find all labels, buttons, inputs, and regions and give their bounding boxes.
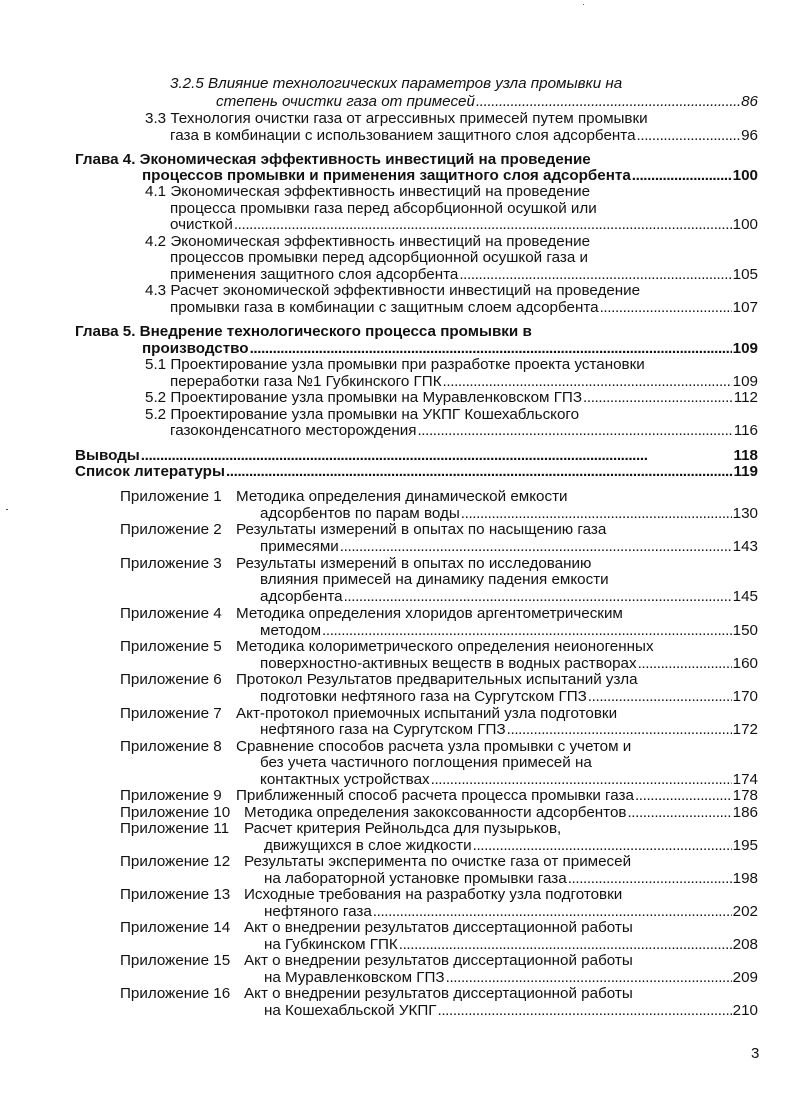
appendix-13-line1: Приложение 13 Исходные требования на разработку узла подготовки — [120, 886, 623, 903]
appendix-12-line1: Приложение 12 Результаты эксперимента по очистке газа от примесей — [120, 853, 632, 870]
leader-dots — [632, 167, 732, 184]
leader-dots — [473, 837, 732, 854]
leader-dots — [635, 787, 732, 804]
leader-dots — [322, 622, 732, 639]
page-ref: 105 — [732, 266, 758, 283]
page-ref: 195 — [732, 837, 758, 854]
appendix-14-line1: Приложение 14 Акт о внедрении результатов диссертационной работы — [120, 919, 633, 936]
page-ref: 150 — [732, 622, 758, 639]
leader-dots — [600, 299, 732, 316]
page-ref: 119 — [733, 463, 758, 480]
appendix-15-line1: Приложение 15 Акт о внедрении результатов диссертационной работы — [120, 952, 633, 969]
appendix-6-line1: Приложение 6 Протокол Результатов предварительных испытаний узла — [120, 671, 638, 688]
page-ref: 116 — [733, 422, 758, 439]
appendix-4[interactable]: методом . . . 150 — [260, 622, 758, 639]
page-ref: 145 — [732, 588, 758, 605]
page-ref: 118 — [733, 447, 758, 464]
page-ref: 109 — [732, 373, 758, 390]
leader-dots — [446, 969, 732, 986]
toc-chapter-4-line1: Глава 4. Экономическая эффективность инвестиций на проведение — [75, 151, 591, 168]
page-ref: 109 — [732, 340, 758, 357]
page-ref: 174 — [732, 771, 758, 788]
appendix-7[interactable]: нефтяного газа на Сургутском ГПЗ . . . 172 — [260, 721, 758, 738]
page-ref: 186 — [732, 804, 758, 821]
leader-dots — [226, 463, 733, 480]
page-number: 3 — [751, 1045, 760, 1062]
page-ref: 143 — [732, 538, 758, 555]
leader-dots — [443, 373, 732, 390]
page-ref: 96 — [741, 127, 758, 144]
toc-entry-5-2-koshekhabl-line1: 5.2 Проектирование узла промывки на УКПГ Кошехабльского — [145, 406, 580, 423]
appendix-2[interactable]: примесями . . . 143 — [260, 538, 758, 555]
page-ref: 100 — [732, 167, 758, 184]
leader-dots — [568, 870, 732, 887]
page-ref: 100 — [732, 216, 758, 233]
toc-entry-4-1[interactable]: очисткой . . . 100 — [170, 216, 758, 233]
appendix-3-line1: Приложение 3 Результаты измерений в опытах по исследованию — [120, 555, 592, 572]
toc-entry-4-2[interactable]: применения защитного слоя адсорбента . . . 105 — [170, 266, 758, 283]
toc-entry-4-2-line1: 4.2 Экономическая эффективность инвестиций на проведение — [145, 233, 591, 250]
appendix-13[interactable]: нефтяного газа . . . 202 — [264, 903, 758, 920]
appendix-14[interactable]: на Губкинском ГПК . . . 208 — [264, 936, 758, 953]
appendix-1-line1: Приложение 1 Методика определения динамической емкости — [120, 488, 568, 505]
toc-entry-5-2-muravlenko[interactable]: 5.2 Проектирование узла промывки на Муравленковском ГПЗ . . . 112 — [145, 389, 758, 406]
page-ref: 107 — [732, 299, 758, 316]
appendix-10[interactable]: Приложение 10 Методика определения закоксованности адсорбентов . . . 186 — [120, 804, 758, 821]
appendix-12[interactable]: на лабораторной установке промывки газа . . . 198 — [264, 870, 758, 887]
appendix-9[interactable]: Приложение 9 Приближенный способ расчета процесса промывки газа . . . 178 — [120, 787, 758, 804]
page-ref: 112 — [733, 389, 758, 406]
leader-dots — [588, 688, 732, 705]
toc-chapter-4[interactable]: процессов промывки и применения защитного слоя адсорбента . . . 100 — [142, 167, 758, 184]
toc-entry-5-1[interactable]: переработки газа №1 Губкинского ГПК . . . 109 — [170, 373, 758, 390]
toc-entry-5-1-line1: 5.1 Проектирование узла промывки при разработке проекта установки — [145, 356, 645, 373]
toc-entry-4-2-line2: процессов промывки перед адсорбционной осушкой газа и — [170, 249, 588, 266]
appendix-2-line1: Приложение 2 Результаты измерений в опытах по насыщению газа — [120, 521, 607, 538]
leader-dots — [637, 127, 741, 144]
page-ref: 210 — [732, 1002, 758, 1019]
toc-entry-3-3-line1: 3.3 Технология очистки газа от агрессивных примесей путем промывки — [145, 110, 648, 127]
appendix-5[interactable]: поверхностно-активных веществ в водных растворах . . . 160 — [260, 655, 758, 672]
page-ref: 130 — [732, 505, 758, 522]
leader-dots — [234, 216, 732, 233]
appendix-4-line1: Приложение 4 Методика определения хлоридов аргентометрическим — [120, 605, 623, 622]
appendix-15[interactable]: на Муравленковском ГПЗ . . . 209 — [264, 969, 758, 986]
appendix-16-line1: Приложение 16 Акт о внедрении результатов диссертационной работы — [120, 985, 633, 1002]
toc-entry-4-1-line2: процесса промывки газа перед абсорбционной осушкой или — [170, 200, 597, 217]
leader-dots — [438, 1002, 732, 1019]
page-ref: 172 — [732, 721, 758, 738]
toc-chapter-5-line1: Глава 5. Внедрение технологического процесса промывки в — [75, 323, 532, 340]
toc-entry-5-2-koshekhabl[interactable]: газоконденсатного месторождения . . . 116 — [170, 422, 758, 439]
appendix-7-line1: Приложение 7 Акт-протокол приемочных испытаний узла подготовки — [120, 705, 618, 722]
page-ref: 160 — [732, 655, 758, 672]
scan-speck — [6, 509, 8, 510]
appendix-11[interactable]: движущихся в слое жидкости . . . 195 — [264, 837, 758, 854]
toc-references[interactable]: Список литературы . . . 119 — [75, 463, 758, 480]
appendix-6[interactable]: подготовки нефтяного газа на Сургутском ГПЗ . . . 170 — [260, 688, 758, 705]
toc-chapter-5[interactable]: производство . . . 109 — [142, 340, 758, 357]
leader-dots — [507, 721, 732, 738]
toc-conclusions[interactable]: Выводы . . . 118 — [75, 447, 758, 464]
page-ref: 209 — [732, 969, 758, 986]
page-ref: 178 — [732, 787, 758, 804]
toc-entry-4-3-line1: 4.3 Расчет экономической эффективности инвестиций на проведение — [145, 282, 641, 299]
toc-entry-4-1-line1: 4.1 Экономическая эффективность инвестиций на проведение — [145, 183, 591, 200]
scan-speck — [583, 4, 584, 5]
toc-entry-4-3[interactable]: промывки газа в комбинации с защитным слоем адсорбента . . . 107 — [170, 299, 758, 316]
leader-dots — [431, 771, 732, 788]
appendix-8-line1: Приложение 8 Сравнение способов расчета узла промывки с учетом и — [120, 738, 632, 755]
leader-dots — [476, 93, 740, 110]
leader-dots — [340, 538, 732, 555]
leader-dots — [459, 266, 731, 283]
leader-dots — [417, 422, 732, 439]
page-ref: 198 — [732, 870, 758, 887]
page-ref: 86 — [741, 93, 758, 110]
appendix-8[interactable]: контактных устройствах . . . 174 — [260, 771, 758, 788]
appendix-3[interactable]: адсорбента . . . 145 — [260, 588, 758, 605]
appendix-16[interactable]: на Кошехабльской УКПГ . . . 210 — [264, 1002, 758, 1019]
appendix-11-line1: Приложение 11 Расчет критерия Рейнольдса для пузырьков, — [120, 820, 562, 837]
page-ref: 202 — [732, 903, 758, 920]
appendix-5-line1: Приложение 5 Методика колориметрического определения неионогенных — [120, 638, 654, 655]
leader-dots — [344, 588, 732, 605]
leader-dots — [399, 936, 732, 953]
leader-dots — [627, 804, 731, 821]
page-ref: 170 — [732, 688, 758, 705]
toc-entry-3-2-5[interactable]: степень очистки газа от примесей . . . 86 — [216, 93, 758, 110]
page-ref: 208 — [732, 936, 758, 953]
appendix-8-line2: без учета частичного поглощения примесей на — [260, 754, 592, 771]
leader-dots — [250, 340, 732, 357]
toc-entry-3-2-5-line1: 3.2.5 Влияние технологических параметров узла промывки на — [170, 75, 623, 92]
leader-dots — [583, 389, 733, 406]
leader-dots — [373, 903, 732, 920]
toc-entry-3-3[interactable]: газа в комбинации с использованием защитного слоя адсорбента . . . 96 — [170, 127, 758, 144]
leader-dots — [141, 447, 733, 464]
appendix-3-line2: влияния примесей на динамику падения емкости — [260, 571, 609, 588]
leader-dots — [461, 505, 732, 522]
leader-dots — [638, 655, 732, 672]
appendix-1[interactable]: адсорбентов по парам воды . . . 130 — [260, 505, 758, 522]
